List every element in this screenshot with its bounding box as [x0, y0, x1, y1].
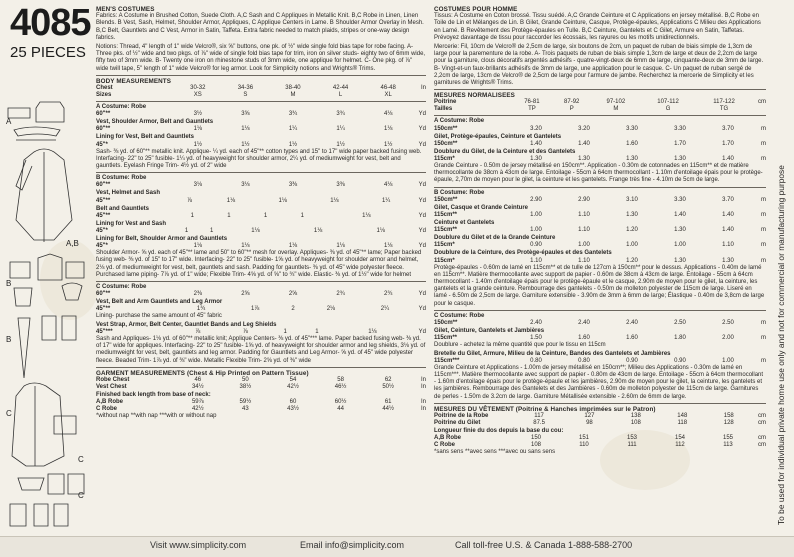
illus-label-c2: C [78, 455, 84, 464]
fr-c-costume-title: C Costume: Robe [434, 312, 485, 319]
b-costume-title: B Costume: Robe [96, 175, 147, 182]
chest-value: 38-40 [285, 85, 301, 92]
table-row: Tailles TP P M G TG [434, 106, 729, 113]
costume-b-sash-pieces [18, 316, 76, 378]
english-size-table [96, 85, 426, 99]
chest-label: Chest [96, 85, 113, 92]
table-row: A,B Robe 150 151 153 154 155 cm [434, 435, 766, 442]
fr-b-belt-row: 115cm** 1.00 1.10 1.20 1.30 1.40 m [434, 227, 766, 234]
fr-a-vest-title: Gilet, Protège-épaules, Ceinture et Gantelets [434, 133, 562, 140]
french-body-measurements-title: MESURES NORMALISEES [434, 92, 515, 100]
robe-illustration [16, 149, 72, 242]
table-row: C Robe 42½ 43 43½ 44 44½ In [96, 406, 426, 413]
chest-value: 34-36 [237, 85, 254, 92]
fr-c-strap-title: Bretelle du Gilet, Armure, Milieu de la Ceinture, Bandes des Gantelets et Jambières [434, 350, 671, 357]
fr-b-vest-title: Gilet, Casque et Grande Ceinture [434, 204, 529, 211]
divider [96, 281, 426, 282]
chest-unit: In [420, 85, 426, 92]
illus-label-b2: B [6, 335, 12, 344]
b-vest-title: Vest, Helmet and Sash [96, 190, 161, 197]
fr-b-lining2-row: 115cm* 1.10 1.10 1.20 1.30 1.30 m [434, 257, 766, 264]
french-garment-title: MESURES DU VÊTEMENT (Poitrine & Hanches imprimées sur le Patron) [434, 405, 656, 413]
size-value: XL [384, 92, 392, 99]
table-row [96, 85, 426, 92]
b-lining2-row: 45"* 1⅛ 1⅛ 1⅛ 1⅛ 1⅛ Yd [96, 243, 426, 250]
c-notes-1: Lining- purchase the same amount of 45" fabric [96, 313, 222, 320]
divider [434, 89, 766, 90]
footer-email: Email info@simplicity.com [300, 540, 404, 550]
c-strap-title: Vest Strap, Armor, Belt Center, Gauntlet Bands and Leg Shields [96, 321, 277, 328]
b-robe-row: 60"** 3⅛ 3⅛ 3⅜ 3⅜ 4⅛ Yd [96, 182, 426, 189]
table-row: Vest Chest 34½ 38½ 42½ 46½ 50½ In [96, 383, 426, 390]
french-size-table [434, 99, 766, 113]
costume-b-armor-pieces [10, 254, 84, 306]
table-row: Robe Chest 46 50 54 58 62 In [96, 376, 426, 383]
a-vest-title: Vest, Shoulder Armor, Belt and Gauntlets [96, 119, 214, 126]
chest-value: 30-32 [190, 85, 206, 92]
c-strap-row: 45"*** ⅞ ⅞ 1 1 1⅛ Yd [96, 328, 426, 335]
english-body-measurements-title: BODY MEASUREMENTS [96, 77, 172, 85]
fr-b-robe-row: 150cm** 2.90 2.90 3.10 3.30 3.70 m [434, 196, 766, 203]
c-robe-row: 60"** 2⅜ 2⅝ 2⅝ 2¾ 2¾ Yd [96, 291, 426, 298]
illus-label-ab: A,B [66, 239, 79, 248]
costume-a-vest-pieces [8, 102, 64, 140]
sizes-label: Sizes [96, 92, 112, 99]
divider [96, 172, 426, 173]
divider [96, 367, 426, 368]
style-number: 4085 [10, 2, 91, 44]
b-belt-title: Belt and Gauntlets [96, 205, 150, 212]
fr-c-notes-1: Doublure - achetez la même quantité que pour le tissu en 115cm [434, 342, 606, 349]
a-vest-row: 60"** 1⅛ 1⅛ 1¼ 1¼ 1⅛ Yd [96, 126, 426, 133]
chest-value: 46-48 [380, 85, 396, 92]
a-lining-row: 45"* 1½ 1½ 1½ 1½ 1½ Yd [96, 141, 426, 148]
english-garment-title: GARMENT MEASUREMENTS (Chest & Hip Printed on Pattern Tissue) [96, 369, 309, 377]
fr-b-lining-row: 115cm* 0.90 1.00 1.00 1.00 1.10 m [434, 242, 766, 249]
costume-c-robe [12, 383, 64, 466]
french-garment-table [434, 413, 766, 427]
illus-label-b1: B [6, 279, 12, 288]
table-row: A,B Robe 59⅞ 59½ 60 60½ 61 In [96, 399, 426, 406]
fr-b-vest-row: 115cm** 1.00 1.10 1.30 1.40 1.40 m [434, 212, 766, 219]
english-nap-note: *without nap **with nap ***with or without nap [96, 413, 217, 420]
garment-illustrations [4, 86, 90, 536]
divider [96, 101, 426, 102]
a-notes: Sash- ⅜ yd. of 60"** metallic knit. Applique- ¼ yd. each of 45"** cotton types and 15" to 17" wide paper backed fusing web. Interfacing- 22" to 25" fusible- 1¼ yd. of heavyweight for shoulder armor, 2¼ yd. of mediumweight for vest, belt and gauntlets. Eyelash Fringe Trim- 4½ yd. of 2" wide [96, 148, 422, 170]
english-finished-title: Finished back length from base of neck: [96, 391, 211, 398]
english-section-title: MEN'S COSTUMES [96, 6, 155, 13]
divider [434, 403, 766, 404]
fr-a-robe-row: 150cm** 3.20 3.20 3.30 3.30 3.70 m [434, 125, 766, 132]
size-value: M [290, 92, 296, 99]
table-row: Poitrine 76-81 87-92 97-102 107-112 117-122 cm [434, 99, 766, 106]
french-finished-title: Longueur finie du dos depuis la base du cou: [434, 427, 564, 434]
side-notice [770, 20, 790, 530]
b-lining-title: Lining for Vest and Sash [96, 220, 167, 227]
illus-label-c1: C [6, 409, 12, 418]
table-row: Poitrine du Gilet 87.5 98 108 118 128 cm [434, 419, 766, 426]
size-value: XS [193, 92, 202, 99]
chest-value: 42-44 [332, 85, 349, 92]
a-robe-row: 60"** 3½ 3⅝ 3¾ 3¾ 4⅛ Yd [96, 111, 426, 118]
french-column [434, 6, 766, 536]
fr-c-robe-row: 150cm** 2.40 2.40 2.40 2.50 2.50 m [434, 320, 766, 327]
divider [96, 75, 426, 76]
b-vest-row: 45"** ⅞ 1⅛ 1⅛ 1⅛ 1¼ Yd [96, 197, 426, 204]
divider [434, 187, 766, 188]
table-row: Poitrine de la Robe 117 127 138 148 158 cm [434, 412, 766, 419]
french-finished-table [434, 435, 766, 449]
english-notions: Notions: Thread, 4" length of 1" wide Velcro®, six ⅝" buttons, one pk. of ½" wide single fold bias tape for robe facing. A- Three pks. of ½" wide and two pkgs. of ⅞" wide of single fold bias tape for trim, iron on silver studs- eighty two of 6mm wide, fifty two of 3mm wide. B- Twenty one iron on rhinestone studs of 3mm wide, one applique for helmet. C- One pkg. of ⅞" wide twill tape, 5" length of 1" wide Velcro® for leg armor. Look for Simplicity notions and Wrights® Trims. [96, 44, 426, 72]
costume-c-pieces [10, 416, 84, 526]
fr-b-costume-title: B Costume: Robe [434, 189, 485, 196]
footer [0, 536, 794, 557]
table-row: C Robe 108 110 111 112 113 cm [434, 442, 766, 449]
english-finished-table [96, 399, 426, 413]
illus-label-a: A [6, 117, 12, 126]
c-notes-2: Sash and Appliques- 1⅛ yd. of 60"** metallic knit; Applique Centers- ⅜ yd. of 45"*** lame. Paper backed fusing web- ⅜ yd. of 17" wide for appliques. Interfacing- 22" to 25" fusible- 1⅝ yd. of heavyweight for shoulder armor and leg shields, 3⅛ yd. of mediumweight for vest, belt, gauntlets and leg armor. Padding for Gauntlets and Leg Armor- ⅝ yd. of 45" wide polyester fleece. Beaded Trim- 1⅞ yd. of ⅜" wide. Metallic Flexible Trim- 2⅝ yd. of ⅜" wide [96, 335, 426, 364]
english-column [96, 6, 426, 536]
b-notes: Shoulder Armor- ⅝ yd. each of 45"** lame and 50" to 60"** mesh for overlay. Appliques- ⅜ yd. of 45"** lame; Paper backed fusing web- ⅜ yd. of 15" to 17" wide. Interfacing- 22" to 25" fusible- 1⅝ yd. of heavyweight for shoulder armor and helmet, 2⅛ yd. of mediumweight for vest, belt, gauntlets and sash. Padding for gauntlets- ⅜ yd. of 45" wide polyester fleece. Purchased lame piping- 7⅞ yd. of 1" wide; Flexible Trim- 4⅝ yd. of ⅝" to ¾" wide. Elastic- ⅜ yd. of 1½" wide for helmet [96, 250, 422, 278]
fr-c-notes-2: Grande Ceinture et Applications - 1.00m de jersey métallisé en 150cm**; Milieu des Applications - 0.30m de lamé en 115cm***. Matière thermocollante avec support de papier - 0.80m de 43cm de large. Entoilage - 55cm à 64cm thermocollant - 1.60m d'entoilage épais pour le protège-épaule et les jambières, 2.90m de moyen pour le gilet, la ceinture, les gantelets et les jambières. Rembourrage des Gantelets et des Jambières - 0.60m de molleton polyester de 115cm de large. Garnitures de perles - 1.50m de 3.2cm de large. Garniture Métallisée extensible - 2.60m de 6mm de large. [434, 364, 764, 400]
c-costume-title: C Costume: Robe [96, 284, 147, 291]
french-mercerie: Mercerie: Fil, 10cm de Velcro® de 2,5cm de large, six boutons de 2cm, un paquet de ruban de biais simple de 1,3cm de large pour la parementure de la robe. A- Trois paquets de ruban de biais simple 1,3cm de large et deux de 2,2cm de large pour la garniture, clous décoratifs argentés adhésifs - quatre-vingt-deux de 6mm de large, cinquante-deux de 3mm de large. B- Vingt-et-un faux-brillants adhésifs de 3mm de large, une application pour le casque. C- Un paquet de ruban sergé de 2,2cm de large, 13cm de Velcro® de 2,5cm de large pour l'armure de jambe. Recherchez la mercerie de Simplicity et les garnitures de Wrights® Trims. [434, 44, 764, 87]
size-value: L [338, 92, 343, 99]
french-tissus: Tissus: A Costume en Coton brossé. Tissu suédé. A,C Grande Ceinture et C Applications en jersey métallisé. B,C Robe en Toile de Lin et Mélanges de Lin. B Gilet, Grande Ceinture, Casque, Protège-épaules, Applications C Milieu des Applications en Lamé. B Revêtement des Protège-épaules en Tulle. B,C Ceinture, Gantelets et C Gilet, Armure en Satin, Taffetas. Prévoyez davantage de tissu pour raccorder les écossais, les rayures ou les motifs unidirectionnels. [434, 13, 761, 41]
fr-c-vest-title: Gilet, Ceinture, Gantelets et Jambières [434, 328, 545, 335]
table-row [96, 92, 426, 99]
illus-label-c3: C [78, 491, 84, 500]
c-vest-title: Vest, Belt and Arm Gauntlets and Leg Armor [96, 299, 223, 306]
fr-c-strap-row: 115cm*** 0.80 0.80 0.90 0.90 1.00 m [434, 357, 766, 364]
footer-phone: Call toll-free U.S. & Canada 1-888-588-2700 [455, 540, 633, 550]
fr-b-notes: Protège-épaules - 0.60m de lamé en 115cm** et de tulle de 127cm à 150cm** pour le dessus. Applications - 0.40m de lamé en 115cm**. Matière thermocollante avec support de papier - 0.60m de 38cm à 43cm de large. Entoilage - 55cm à 64cm thermocollant - 1.40m d'entoilage épais pour le protège-épaule et le casque, 2.90m de moyen pour le gilet, la ceinture, les gantelets et la grande ceinture. Rembourrage des gantelets - 0.50m de molleton polyester de 115cm de large. Liseré en lamé - 6.50m de 2,5cm de large. Garniture extensible - 3.90m de 3mm à 6mm de large; Élastique - 0.40m de 3,8cm de large pour le casque. [434, 264, 765, 307]
size-value: S [243, 92, 248, 99]
fr-b-belt-title: Ceinture et Gantelets [434, 220, 495, 227]
fr-b-lining2-title: Doublure de la Ceinture, des Protège-épaules et des Gantelets [434, 250, 612, 257]
footer-website: Visit www.simplicity.com [150, 540, 247, 550]
c-vest-row: 45"** 1¾ 1⅞ 2 2⅛ 2¼ Yd [96, 306, 426, 313]
divider [434, 310, 766, 311]
english-garment-table [96, 377, 426, 391]
fr-a-lining-row: 115cm* 1.30 1.30 1.30 1.30 1.40 m [434, 156, 766, 163]
fr-c-vest-row: 115cm** 1.50 1.60 1.60 1.80 2.00 m [434, 335, 766, 342]
divider [434, 115, 766, 116]
fr-a-costume-title: A Costume: Robe [434, 118, 485, 125]
b-lining-row: 45"* 1 1 1⅛ 1⅛ 1⅛ Yd [96, 228, 426, 235]
french-nap-note: *sans sens **avec sens ***avec ou sans sens [434, 449, 556, 456]
b-belt-row: 45"** 1 1 1 1 1⅛ Yd [96, 212, 426, 219]
fr-a-vest-row: 150cm** 1.40 1.40 1.60 1.70 1.70 m [434, 140, 766, 147]
french-section-title: COSTUMES POUR HOMME [434, 6, 518, 13]
english-fabrics: Fabrics: A Costume in Brushed Cotton, Suede Cloth. A,C Sash and C Appliques in Metallic Knit. B,C Robe in Linen, Linen Blends. B Vest, Sash, Helmet, Shoulder Armor, Appliques, C Applique Centers in Lame. B Shoulder Armor Overlay in Mesh. B,C Belt, Gauntlets and C Vest, Armor in Satin, Taffeta. Extra fabric needed to match plaids, stripes or one-way design fabrics. [96, 13, 424, 41]
fr-b-lining-title: Doublure du Gilet et de la Grande Ceinture [434, 235, 556, 242]
side-notice-text: To be used for individual private home use only and not for commercial or manufacturing purpose [776, 165, 786, 525]
b-lining2-title: Lining for Belt, Shoulder Armor and Gauntlets [96, 236, 228, 243]
a-lining-title: Lining for Vest, Belt and Gauntlets [96, 134, 195, 141]
fr-a-lining-title: Doublure du Gilet, de la Ceinture et des Gantelets [434, 148, 576, 155]
a-costume-title: A Costume: Robe [96, 104, 147, 111]
fr-a-notes: Grande Ceinture - 0.50m de jersey métallisé en 150cm**. Application - 0.30m de cotonnades en 115cm** et de matière thermocollante de 38cm à 43cm de large. Entoilage - 55cm à 64cm thermocollant - 1.10m d'entoilage épais pour le protège-épaule, 2,70m de moyen pour le gilet, la ceinture et les gantelets. Frange très fine - 4.10m de 5cm de large. [434, 163, 763, 184]
pieces-count: 25 PIECES [10, 44, 86, 61]
